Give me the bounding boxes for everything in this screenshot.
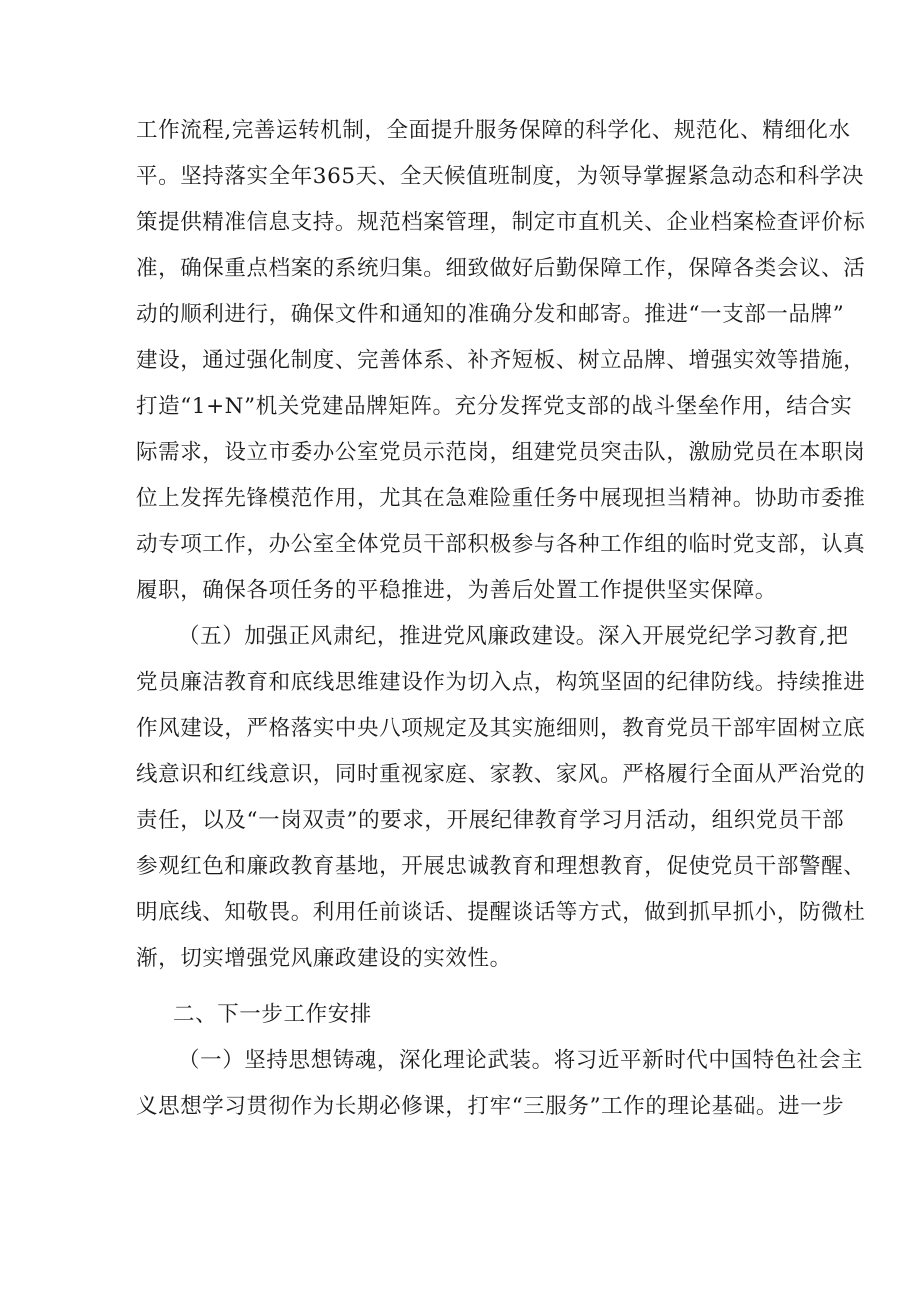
section-heading: 二、下一步工作安排 xyxy=(173,1002,372,1027)
text-line: 准，确保重点档案的系统归集。细致做好后勤保障工作，保障各类会议、活 xyxy=(136,256,866,281)
paragraph-one-first-line: （一）坚持思想铸魂，深化理论武装。将习近平新时代中国特色社会主 xyxy=(178,1048,864,1073)
text-line: 建设，通过强化制度、完善体系、补齐短板、树立品牌、增强实效等措施， xyxy=(136,348,866,373)
text-line: 位上发挥先锋模范作用，尤其在急难险重任务中展现担当精神。协助市委推 xyxy=(136,486,866,511)
text-line: 动专项工作，办公室全体党员干部积极参与各种工作组的临时党支部，认真 xyxy=(136,532,866,557)
text-line: 党员廉洁教育和底线思维建设作为切入点，构筑坚固的纪律防线。持续推进 xyxy=(136,670,866,695)
text-line: 动的顺利进行，确保文件和通知的准确分发和邮寄。推进“一支部一品牌” xyxy=(136,302,845,327)
text-line: 际需求，设立市委办公室党员示范岗，组建党员突击队，激励党员在本职岗 xyxy=(136,440,866,465)
text-line: 策提供精准信息支持。规范档案管理，制定市直机关、企业档案检查评价标 xyxy=(136,210,866,235)
paragraph-five-first-line: （五）加强正风肃纪，推进党风廉政建设。深入开展党纪学习教育,把 xyxy=(178,624,849,649)
text-line: 履职，确保各项任务的平稳推进，为善后处置工作提供坚实保障。 xyxy=(136,578,777,603)
text-line: 渐，切实增强党风廉政建设的实效性。 xyxy=(136,946,512,971)
text-line: 义思想学习贯彻作为长期必修课，打牢“三服务”工作的理论基础。进一步 xyxy=(136,1094,845,1119)
text-line: 平。坚持落实全年365天、全天候值班制度，为领导掌握紧急动态和科学决 xyxy=(136,164,864,189)
text-line: 线意识和红线意识，同时重视家庭、家教、家风。严格履行全面从严治党的 xyxy=(136,762,866,787)
text-line: 责任，以及“一岗双责”的要求，开展纪律教育学习月活动，组织党员干部 xyxy=(136,808,845,833)
text-line: 作风建设，严格落实中央八项规定及其实施细则，教育党员干部牢固树立底 xyxy=(136,716,866,741)
text-line: 明底线、知敬畏。利用任前谈话、提醒谈话等方式，做到抓早抓小，防微杜 xyxy=(136,900,866,925)
text-line: 参观红色和廉政教育基地，开展忠诚教育和理想教育，促使党员干部警醒、 xyxy=(136,854,866,879)
text-line: 工作流程,完善运转机制，全面提升服务保障的科学化、规范化、精细化水 xyxy=(136,118,851,143)
text-line: 打造“1+N”机关党建品牌矩阵。充分发挥党支部的战斗堡垒作用，结合实 xyxy=(136,394,853,419)
